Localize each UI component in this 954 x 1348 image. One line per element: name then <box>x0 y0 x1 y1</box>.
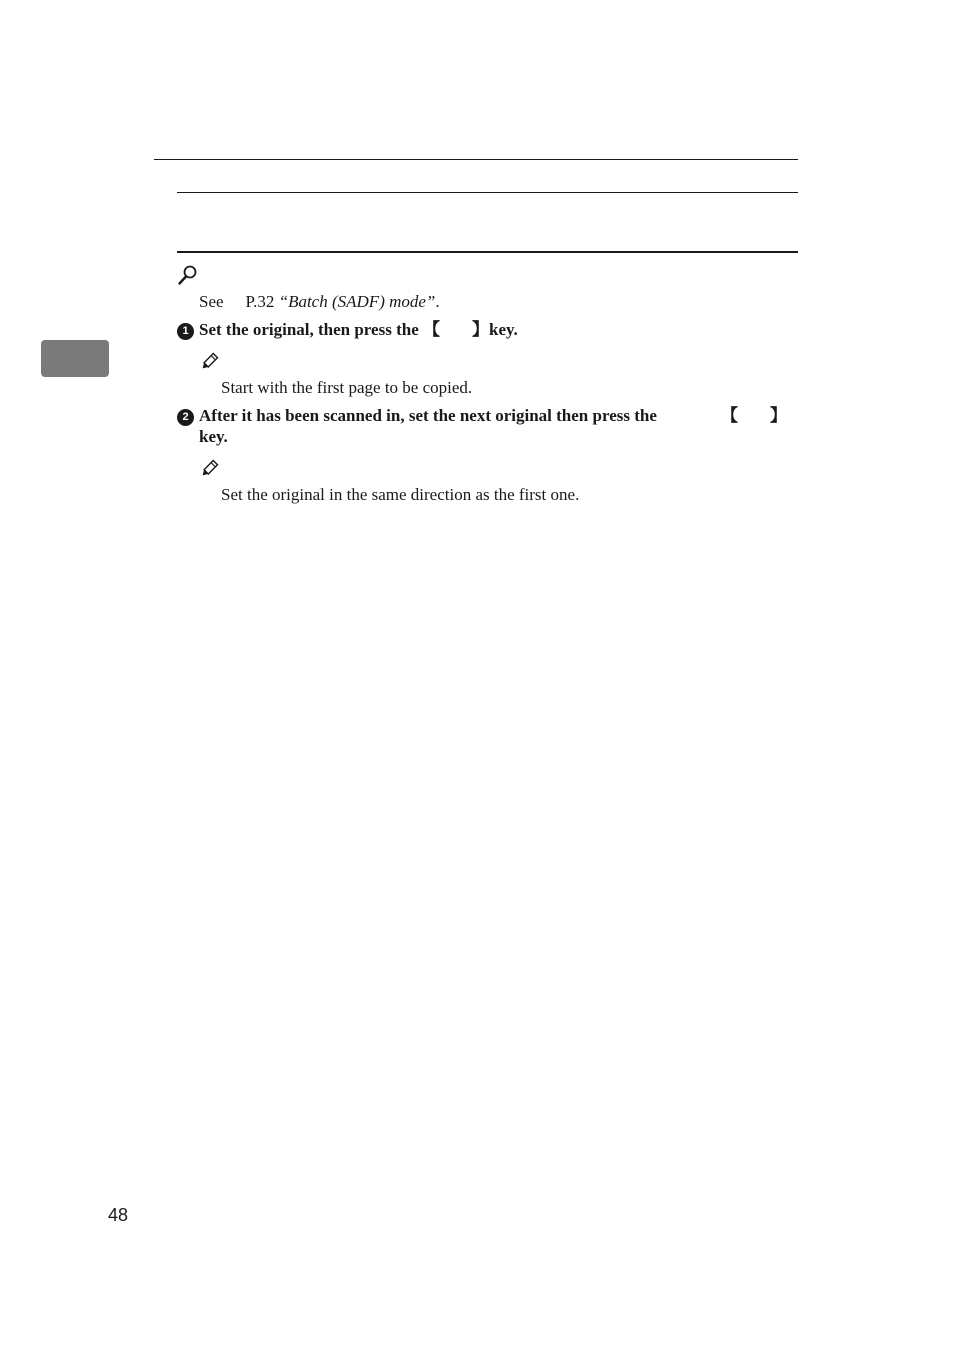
step-1-text <box>199 319 798 340</box>
reference-prefix: See <box>199 292 224 311</box>
header-rule <box>154 159 798 160</box>
step-number-2: 2 <box>177 409 194 426</box>
magnifier-icon <box>177 264 199 286</box>
note-text-2: Set the original in the same direction as the first one. <box>221 485 580 504</box>
step-2-text <box>199 405 798 447</box>
note-text-1: Start with the first page to be copied. <box>221 378 473 397</box>
key-bracket-close: 】 <box>770 406 787 425</box>
step-2 <box>177 405 798 446</box>
pencil-icon <box>199 459 219 479</box>
key-bracket-close: 】 <box>472 320 489 339</box>
reference-text <box>199 292 440 312</box>
step-number-1: 1 <box>177 323 194 340</box>
step-2-instruction: After it has been scanned in, set the next original then press the <box>199 406 657 425</box>
reference-title: “Batch (SADF) mode” <box>278 292 436 311</box>
page-number: 48 <box>108 1205 129 1225</box>
heading-rule <box>177 251 798 253</box>
chapter-tab <box>41 340 109 377</box>
pencil-icon <box>199 352 219 372</box>
step-2-key <box>721 405 787 426</box>
step-1-instruction: Set the original, then press the <box>199 320 419 339</box>
step-1-key-word: key. <box>489 320 518 339</box>
section-rule <box>177 192 798 193</box>
reference-page: P.32 <box>245 292 275 311</box>
step-1 <box>177 319 798 340</box>
step-2-key-word: key. <box>199 427 228 446</box>
reference-suffix: . <box>435 292 440 311</box>
key-bracket-open: 【 <box>721 406 738 425</box>
key-bracket-open: 【 <box>423 320 440 339</box>
